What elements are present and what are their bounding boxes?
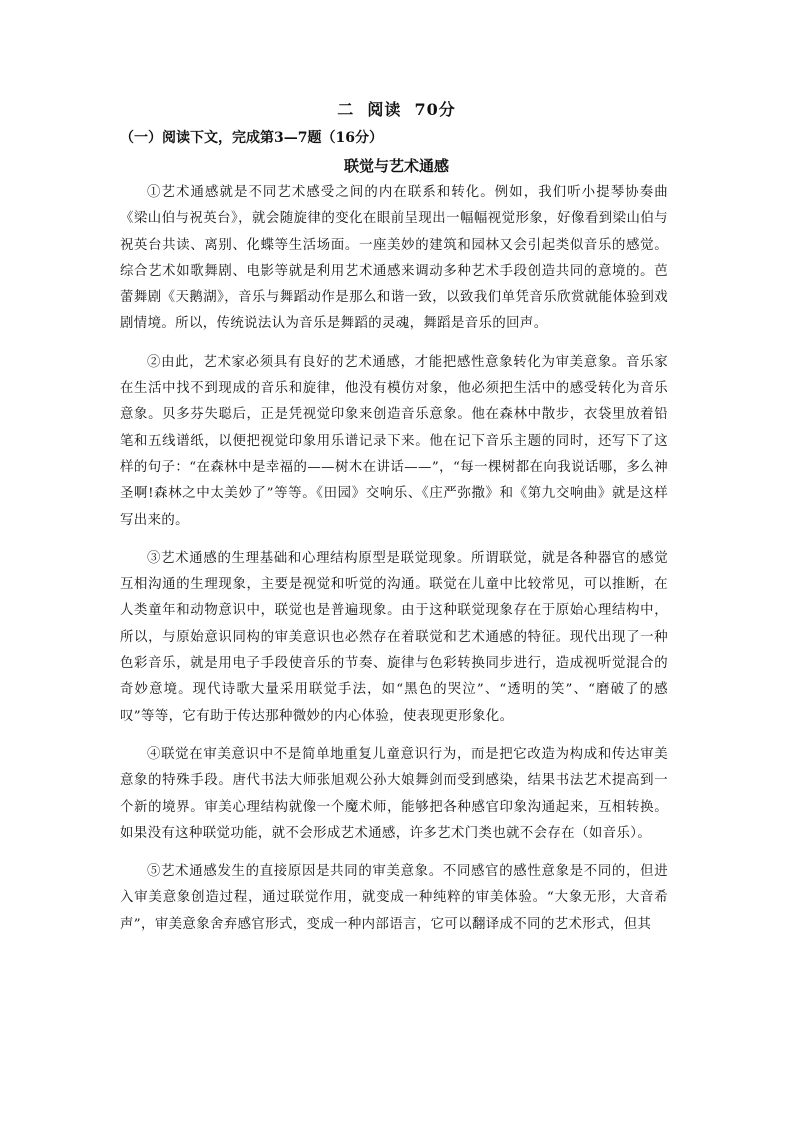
article-title: 联觉与艺术通感 bbox=[343, 157, 449, 175]
paragraph-5: ⑤艺术通感发生的直接原因是共同的审美意象。不同感官的感性意象是不同的，但进入审美意象创造过程，通过联觉作用，就变成一种纯粹的审美体验。“大象无形，大音希声”，审美意象舍弃感官形式，变成一种内部语言，它可以翻译成不同的艺术形式，但其 bbox=[120, 864, 668, 932]
section-title: 二 阅读 70分 bbox=[337, 100, 456, 119]
paragraph-3: ③艺术通感的生理基础和心理结构原型是联觉现象。所谓联觉，就是各种器官的感觉互相沟通的生理现象，主要是视觉和听觉的沟通。联觉在儿童中比较常见，可以推断，在人类童年和动物意识中，联觉也是普遍现象。由于这种联觉现象存在于原始心理结构中，所以，与原始意识同构的审美意识也必然存在着联觉和艺术通感的特征。现代出现了一种色彩音乐，就是用电子手段使音乐的节奏、旋律与色彩转换同步进行，造成视听觉混合的奇妙意境。现代诗歌大量采用联觉手法，如“黑色的哭泣”、“透明的笑”、“磨破了的感叹”等等，它有助于传达那种微妙的内心体验，使表现更形象化。 bbox=[120, 550, 668, 724]
paragraph-4: ④联觉在审美意识中不是简单地重复儿童意识行为，而是把它改造为构成和传达审美意象的特殊手段。唐代书法大师张旭观公孙大娘舞剑而受到感染，结果书法艺术提高到一个新的境界。审美心理结构就像一个魔术师，能够把各种感官印象沟通起来，互相转换。如果没有这种联觉功能，就不会形成艺术通感，许多艺术门类也就不会存在（如音乐）。 bbox=[120, 746, 668, 841]
paragraph-2: ②由此，艺术家必须具有良好的艺术通感，才能把感性意象转化为审美意象。音乐家在生活中找不到现成的音乐和旋律，他没有模仿对象，他必须把生活中的感受转化为音乐意象。贝多芬失聪后，正是凭视觉印象来创造音乐意象。他在森林中散步，衣袋里放着铅笔和五线谱纸，以便把视觉印象用乐谱记录下来。他在记下音乐主题的同时，还写下了这样的句子：“在森林中是幸福的——树木在讲话——”，“每一棵树都在向我说话哪，多么神圣啊!森林之中太美妙了”等等。《田园》交响乐、《庄严弥撒》和《第九交响曲》就是这样写出来的。 bbox=[120, 354, 668, 528]
reading-instruction: （一）阅读下文，完成第3—7题（16分） bbox=[120, 130, 383, 146]
paragraph-1: ①艺术通感就是不同艺术感受之间的内在联系和转化。例如，我们听小提琴协奏曲《梁山伯与祝英台》，就会随旋律的变化在眼前呈现出一幅幅视觉形象，好像看到梁山伯与祝英台共读、离别、化蝶等生活场面。一座美妙的建筑和园林又会引起类似音乐的感觉。综合艺术如歌舞剧、电影等就是利用艺术通感来调动多种艺术手段创造共同的意境的。芭蕾舞剧《天鹅湖》，音乐与舞蹈动作是那么和谐一致，以致我们单凭音乐欣赏就能体验到戏剧情境。所以，传统说法认为音乐是舞蹈的灵魂，舞蹈是音乐的回声。 bbox=[120, 185, 668, 332]
article-body bbox=[120, 180, 668, 950]
